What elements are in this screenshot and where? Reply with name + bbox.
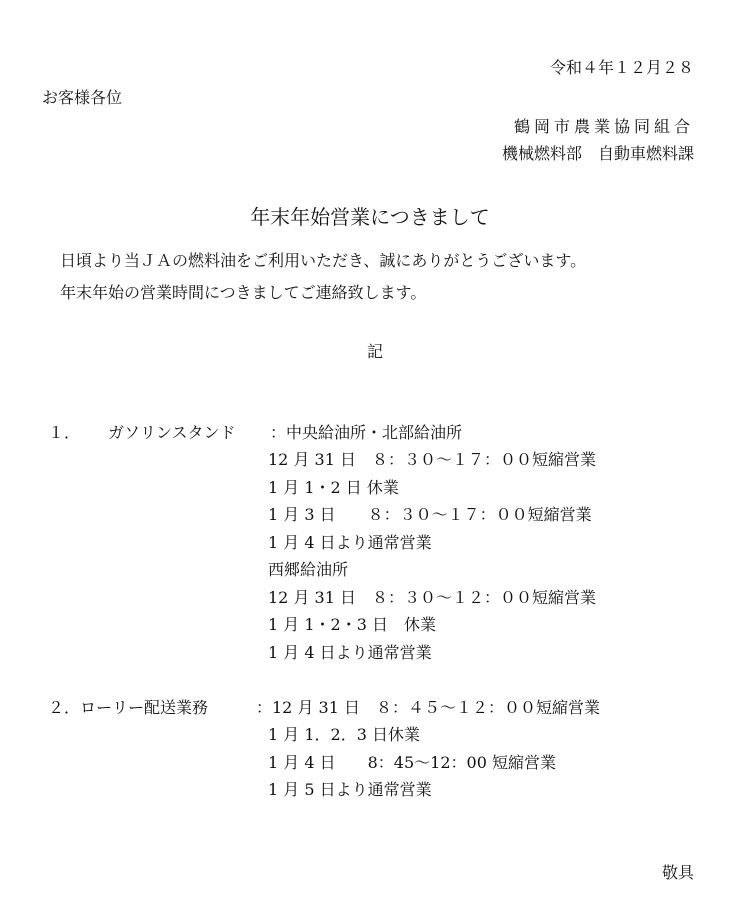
intro-line: 日頃より当ＪＡの燃料油をご利用いただき、誠にありがとうございます。 [60,251,587,270]
organization-name: 鶴岡市農業協同組合 [513,117,694,136]
document-date: 令和４年１２月２８ [549,58,694,77]
section1-number: １． [48,423,81,442]
section1-locations: ：中央給油所・北部給油所 [270,423,463,442]
schedule-row: 1 月 1・2・3 日 休業 [268,615,436,634]
schedule-row: ：12 月 31 日 ８：４５～１２：００短縮営業 [256,698,600,717]
schedule-row: 1 月 1．2．3 日休業 [268,725,420,744]
ki-heading: 記 [366,342,383,361]
intro-line: 年末年始の営業時間につきましてご連絡致します。 [60,283,427,302]
schedule-row: 1 月 5 日より通常営業 [268,780,432,799]
section2-label: ２．ローリー配送業務 [48,698,209,717]
closing-word: 敬具 [661,863,694,882]
department-name: 機械燃料部 自動車燃料課 [501,144,694,163]
schedule-row: 1 月 4 日より通常営業 [268,643,432,662]
schedule-row: 1 月 4 日より通常営業 [268,533,432,552]
schedule-row: 1 月 4 日 8：45～12：00 短縮営業 [268,753,556,772]
schedule-row: 12 月 31 日 ８：３０～１７：００短縮営業 [268,450,596,469]
schedule-row: 1 月 3 日 ８：３０～１７：００短縮営業 [268,505,592,524]
schedule-row: 1 月 1・2 日 休業 [268,478,399,497]
document-title: 年末年始営業につきまして [250,205,490,229]
section1-label: ガソリンスタンド [108,423,236,442]
schedule-row: 12 月 31 日 ８：３０～１２：００短縮営業 [268,588,596,607]
recipient: お客様各位 [42,88,123,107]
station-name: 西郷給油所 [268,560,349,579]
